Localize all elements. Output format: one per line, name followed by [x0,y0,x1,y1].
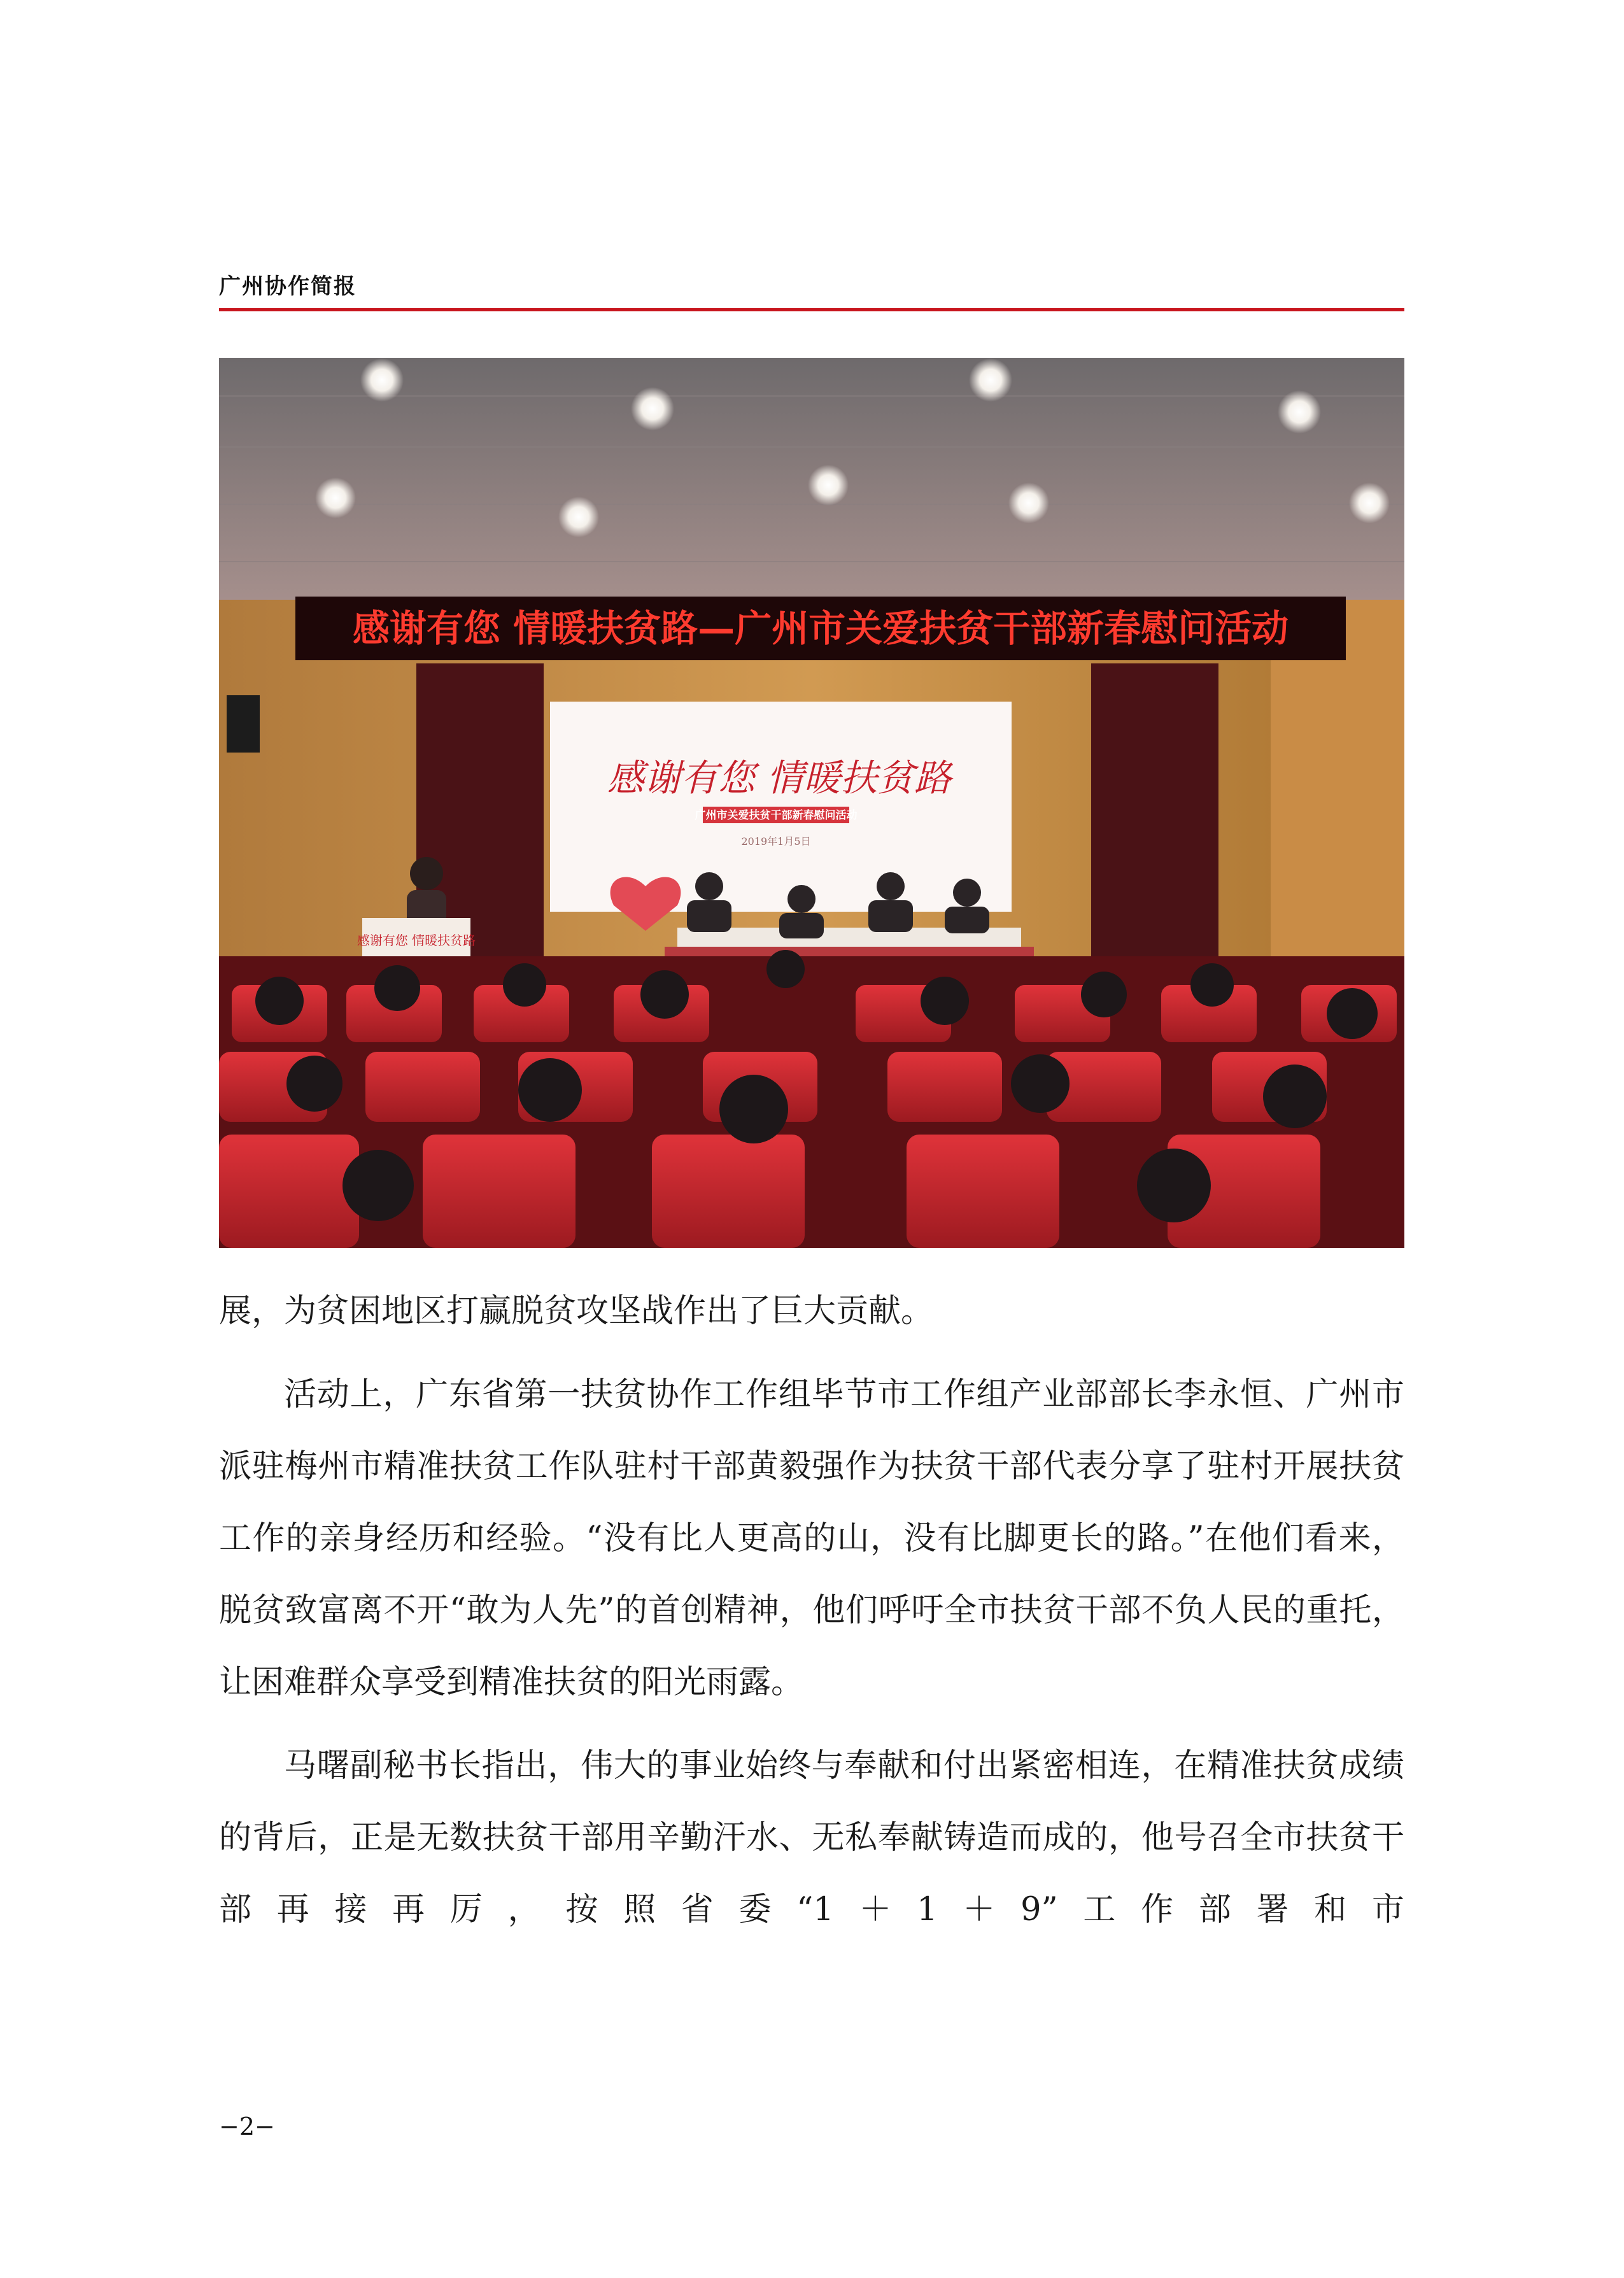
podium-banner: 感谢有您 情暖扶贫路 [357,933,476,948]
led-banner: 感谢有您 情暖扶贫路—广州市关爱扶贫干部新春慰问活动 [352,607,1289,650]
page-number: −2− [219,2112,275,2140]
paragraph: 活动上，广东省第一扶贫协作工作组毕节市工作组产业部部长李永恒、广州市派驻梅州市精准扶贫工作队驻村干部黄毅强作为扶贫干部代表分享了驻村开展扶贫工作的亲身经历和经验。“没有比人更高的山，没有比脚更长的路。”在他们看来，脱贫致富离不开“敢为人先”的首创精神，他们呼吁全市扶贫干部不负人民的重托，让困难群众享受到精准扶贫的阳光雨露。 [219,1376,1404,1701]
screen-date: 2019年1月5日 [741,835,811,847]
publication-title: 广州协作简报 [219,274,357,299]
header-divider [219,308,1404,311]
screen-subtitle: 广州市关爱扶贫干部新春慰问活动 [695,809,858,822]
paragraph: 马曙副秘书长指出，伟大的事业始终与奉献和付出紧密相连，在精准扶贫成绩的背后，正是无数扶贫干部用辛勤汗水、无私奉献铸造而成的，他号召全市扶贫干部再接再厉，按照省委“1＋1＋9”工作部署和市 [219,1747,1404,1928]
event-photo [219,358,1404,1248]
paragraph-continuation: 展，为贫困地区打赢脱贫攻坚战作出了巨大贡献。 [219,1292,934,1330]
screen-calligraphy: 感谢有您 情暖扶贫路 [607,756,952,800]
article-body [219,1275,1404,1946]
